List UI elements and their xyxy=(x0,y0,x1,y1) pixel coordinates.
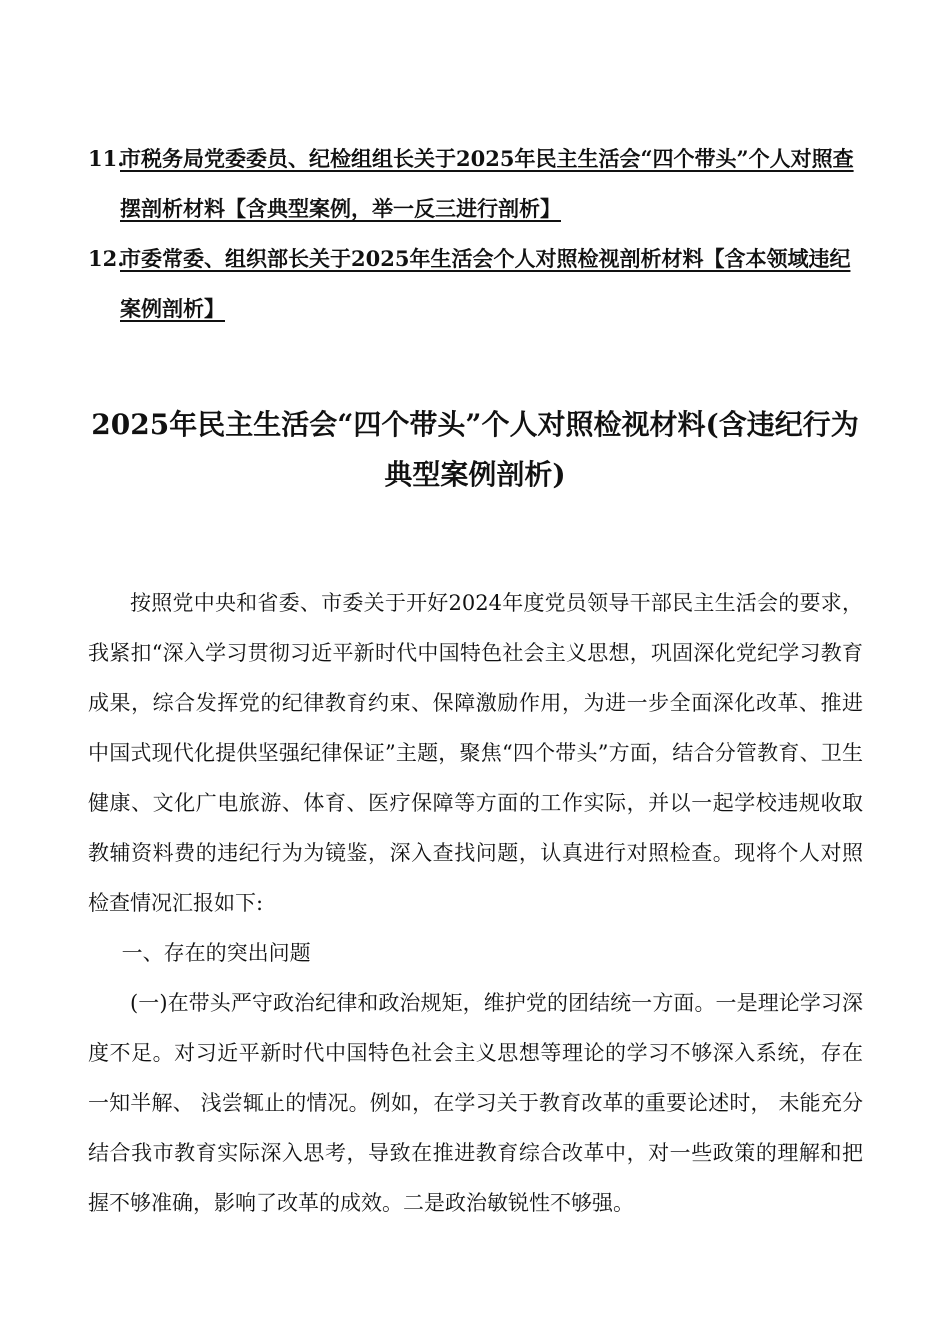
document-title: 2025年民主生活会“四个带头”个人对照检视材料(含违纪行为典型案例剖析) xyxy=(91,408,859,491)
intro-paragraph: 按照党中央和省委、市委关于开好2024年度党员领导干部民主生活会的要求，我紧扣“深入学习贯彻习近平新时代中国特色社会主义思想，巩固深化党纪学习教育成果，综合发挥党的纪律教育约束、保障激励作用，为进一步全面深化改革、推进中国式现代化提供坚强纪律保证”主题，聚焦“四个带头”方面，结合分管教育、卫生健康、文化广电旅游、体育、医疗保障等方面的工作实际，并以一起学校违规收取教辅资料费的违纪行为为镜鉴，深入查找问题，认真进行对照检查。现将个人对照检查情况汇报如下: xyxy=(88,591,863,915)
toc-item-11[interactable] xyxy=(88,134,863,234)
body-paragraph: (一)在带头严守政治纪律和政治规矩，维护党的团结统一方面。一是理论学习深度不足。对习近平新时代中国特色社会主义思想等理论的学习不够深入系统，存在一知半解、 浅尝辄止的情况。例如，在学习关于教育改革的重要论述时， 未能充分结合我市教育实际深入思考，导致在推进教育综合改革中，对一些政策的理解和把握不够准确，影响了改革的成效。二是政治敏锐性不够强。 xyxy=(88,991,863,1215)
document-body xyxy=(88,578,863,1228)
toc-item-link[interactable]: 市税务局党委委员、纪检组组长关于2025年民主生活会“四个带头”个人对照查摆剖析材料【含典型案例，举一反三进行剖析】 xyxy=(120,146,854,221)
toc-item-number: 11. xyxy=(88,146,125,171)
section-heading: 一、存在的突出问题 xyxy=(121,941,311,965)
toc-item-12[interactable] xyxy=(88,234,863,334)
table-of-contents xyxy=(88,134,863,334)
toc-item-number: 12. xyxy=(88,246,125,271)
toc-item-link[interactable]: 市委常委、组织部长关于2025年生活会个人对照检视剖析材料【含本领域违纪案例剖析】 xyxy=(120,246,851,321)
